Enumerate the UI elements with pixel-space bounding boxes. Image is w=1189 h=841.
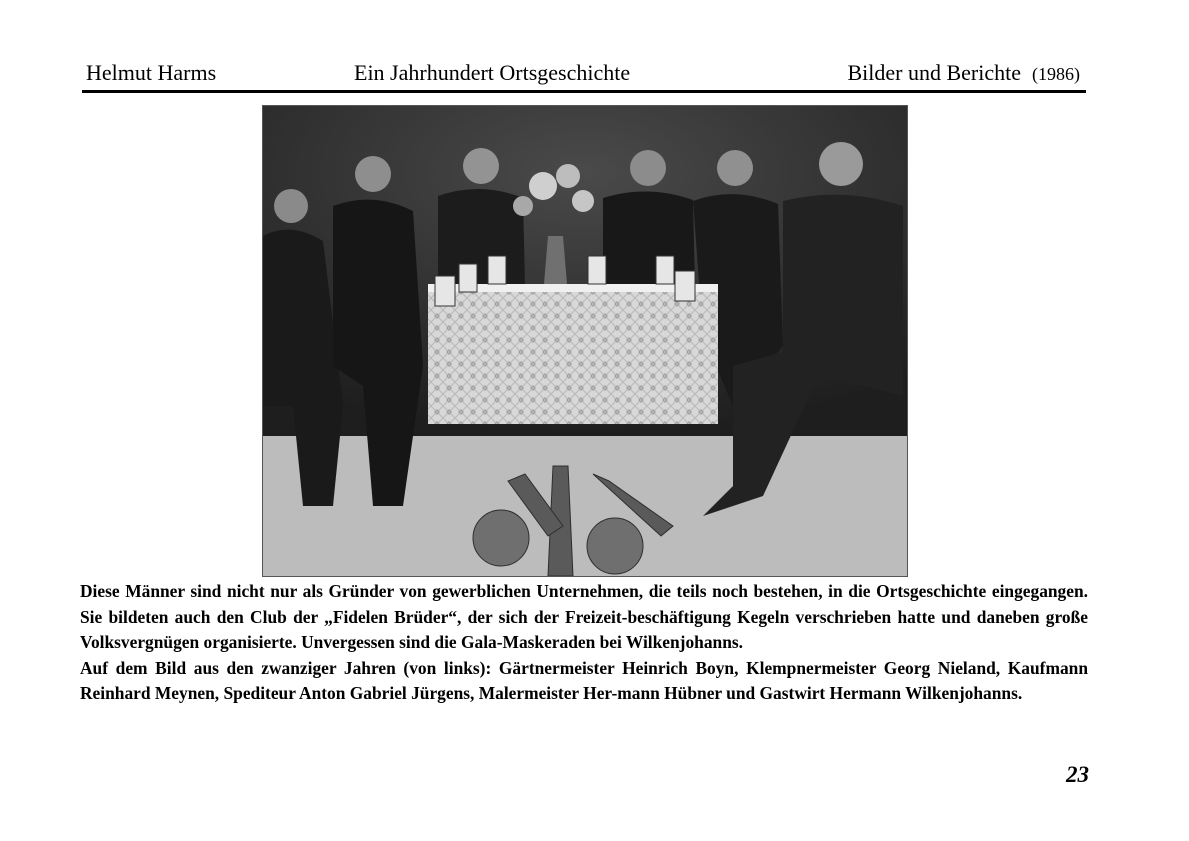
header-rule	[82, 90, 1086, 93]
historical-group-photo	[262, 105, 908, 577]
page-header	[82, 58, 1086, 88]
ground	[263, 436, 907, 576]
header-series	[847, 58, 1080, 89]
photo-illustration	[263, 106, 907, 576]
header-series-text: Bilder und Berichte	[847, 60, 1021, 85]
photo-caption	[80, 579, 1088, 707]
table-with-lace-cloth	[428, 284, 718, 424]
header-author: Helmut Harms	[86, 60, 217, 85]
header-book-title: Ein Jahrhundert Ortsgeschichte	[354, 60, 631, 85]
header-year: (1986)	[1032, 64, 1080, 84]
caption-paragraph-1: Diese Männer sind nicht nur als Gründer von gewerblichen Unternehmen, die teils noch bestehen, in die Ortsgeschichte eingegangen. Sie bildeten auch den Club der „Fidelen Brüder“, der sich der Freizeit-beschäftigung Kegeln verschrieben hatte und daneben große Volksvergnügen organisierte. Unvergessen sind die Gala-Maskeraden bei Wilkenjohanns.	[80, 581, 1088, 652]
page-number: 23	[1066, 762, 1089, 787]
caption-paragraph-2: Auf dem Bild aus den zwanziger Jahren (von links): Gärtnermeister Heinrich Boyn, Klempnermeister Georg Nieland, Kaufmann Reinhard Meynen, Spediteur Anton Gabriel Jürgens, Malermeister Her-mann Hübner und Gastwirt Hermann Wilkenjohanns.	[80, 657, 1088, 703]
